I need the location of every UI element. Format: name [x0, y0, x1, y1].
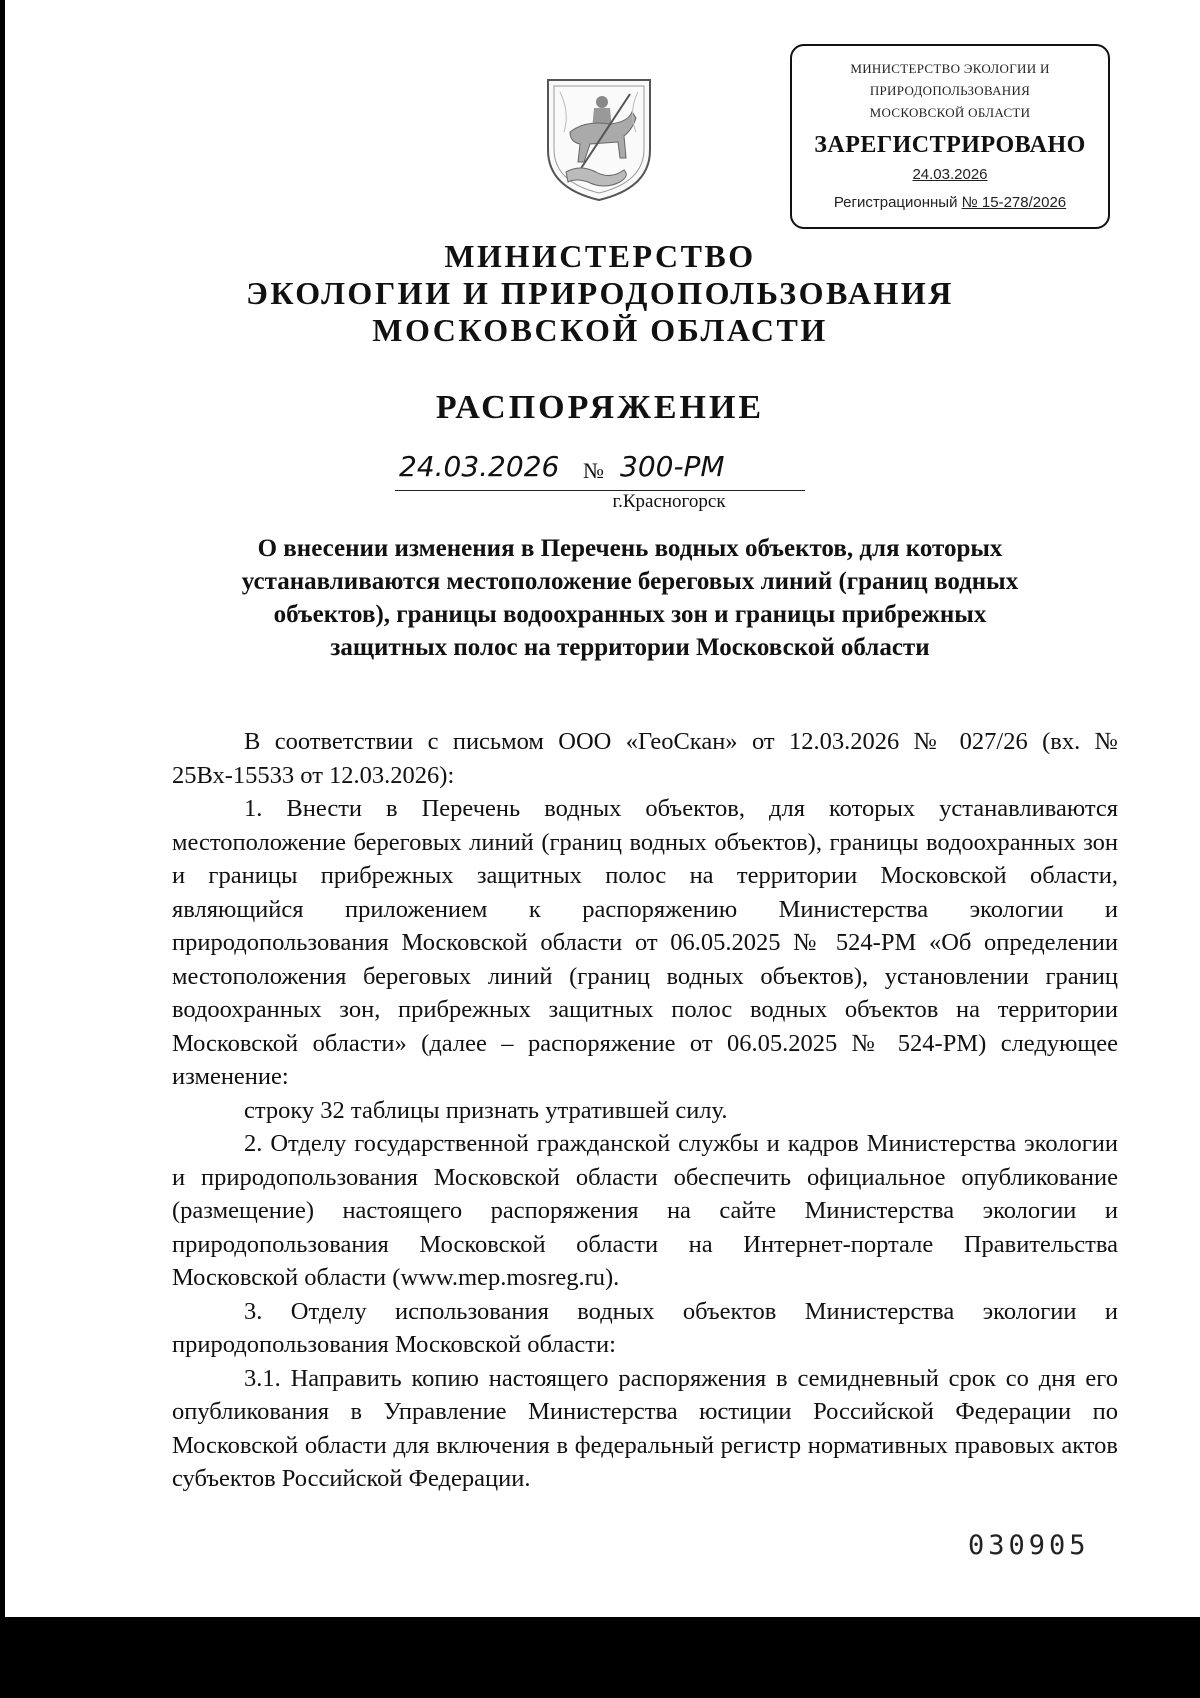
document-type: РАСПОРЯЖЕНИЕ [435, 389, 765, 426]
stamp-ministry-line-3: МОСКОВСКОЙ ОБЛАСТИ [869, 105, 1031, 120]
page-code: 030905 [968, 1530, 1090, 1561]
subject-line-4: защитных полос на территории Московской области [330, 634, 930, 661]
registration-stamp [790, 44, 1110, 229]
date-number-line [395, 448, 805, 491]
stamp-reg-label: Регистрационный [833, 194, 958, 211]
stamp-ministry-line-1: МИНИСТЕРСТВО ЭКОЛОГИИ И [850, 61, 1050, 76]
stamp-status: ЗАРЕГИСТРИРОВАНО [814, 132, 1086, 158]
paragraph-preamble: В соответствии с письмом ООО «ГеоСкан» от 12.03.2026 № 027/26 (вх. № 25Вх-15533 от 12.03.2026): [172, 728, 1118, 789]
handwritten-number: 300-РМ [620, 450, 725, 483]
stamp-ministry-line-2: ПРИРОДОПОЛЬЗОВАНИЯ [869, 83, 1031, 98]
paragraph-item-1: 1. Внести в Перечень водных объектов, для которых устанавливаются местоположение береговых линий (границ водных объектов), границы водоохранных зон и границы прибрежных защитных полос на территории Московской области, являющийся приложением к распоряжению Министерства экологии и природопользования Московской области от 06.05.2025 № 524-РМ «Об определении местоположения береговых линий (границ водных объектов), установлении границ водоохранных зон, прибрежных защитных полос водных объектов на территории Московской области» (далее – распоряжение от 06.05.2025 № 524-РМ) следующее изменение: [172, 795, 1118, 1090]
subject-line-1: О внесении изменения в Перечень водных объектов, для которых [257, 535, 1003, 562]
ministry-title [160, 238, 1040, 349]
stamp-date: 24.03.2026 [912, 166, 988, 183]
document-subject [170, 532, 1090, 664]
scan-left-edge [0, 0, 5, 1617]
number-sign: № [583, 458, 604, 483]
city: г.Красногорск [612, 491, 726, 512]
document-body [172, 725, 1118, 1496]
ministry-title-line-3: МОСКОВСКОЙ ОБЛАСТИ [372, 312, 828, 348]
ministry-title-line-1: МИНИСТЕРСТВО [444, 238, 756, 274]
ministry-title-line-2: ЭКОЛОГИИ И ПРИРОДОПОЛЬЗОВАНИЯ [246, 275, 954, 311]
subject-line-3: объектов), границы водоохранных зон и границы прибрежных [273, 601, 987, 628]
paragraph-item-3: 3. Отделу использования водных объектов Министерства экологии и природопользования Московской области: [172, 1297, 1118, 1358]
subject-line-2: устанавливаются местоположение береговых линий (границ водных [241, 568, 1019, 595]
coat-of-arms-emblem [540, 72, 658, 204]
paragraph-item-1-change: строку 32 таблицы признать утратившей силу. [244, 1096, 728, 1124]
stamp-registration [792, 192, 1108, 214]
paragraph-item-3-1: 3.1. Направить копию настоящего распоряжения в семидневный срок со дня его опубликования в Управление Министерства юстиции Российской Федерации по Московской области для включения в федеральный регистр нормативных правовых актов субъектов Российской Федерации. [172, 1364, 1118, 1492]
scan-bottom-band [0, 1617, 1200, 1698]
paragraph-item-2: 2. Отделу государственной гражданской службы и кадров Министерства экологии и природопользования Московской области обеспечить официальное опубликование (размещение) настоящего распоряжения на сайте Министерства экологии и природопользования Московской области на Интернет-портале Правительства Московской области (www.mep.mosreg.ru). [172, 1130, 1118, 1291]
handwritten-date: 24.03.2026 [399, 450, 560, 483]
stamp-reg-number: № 15-278/2026 [961, 194, 1067, 211]
